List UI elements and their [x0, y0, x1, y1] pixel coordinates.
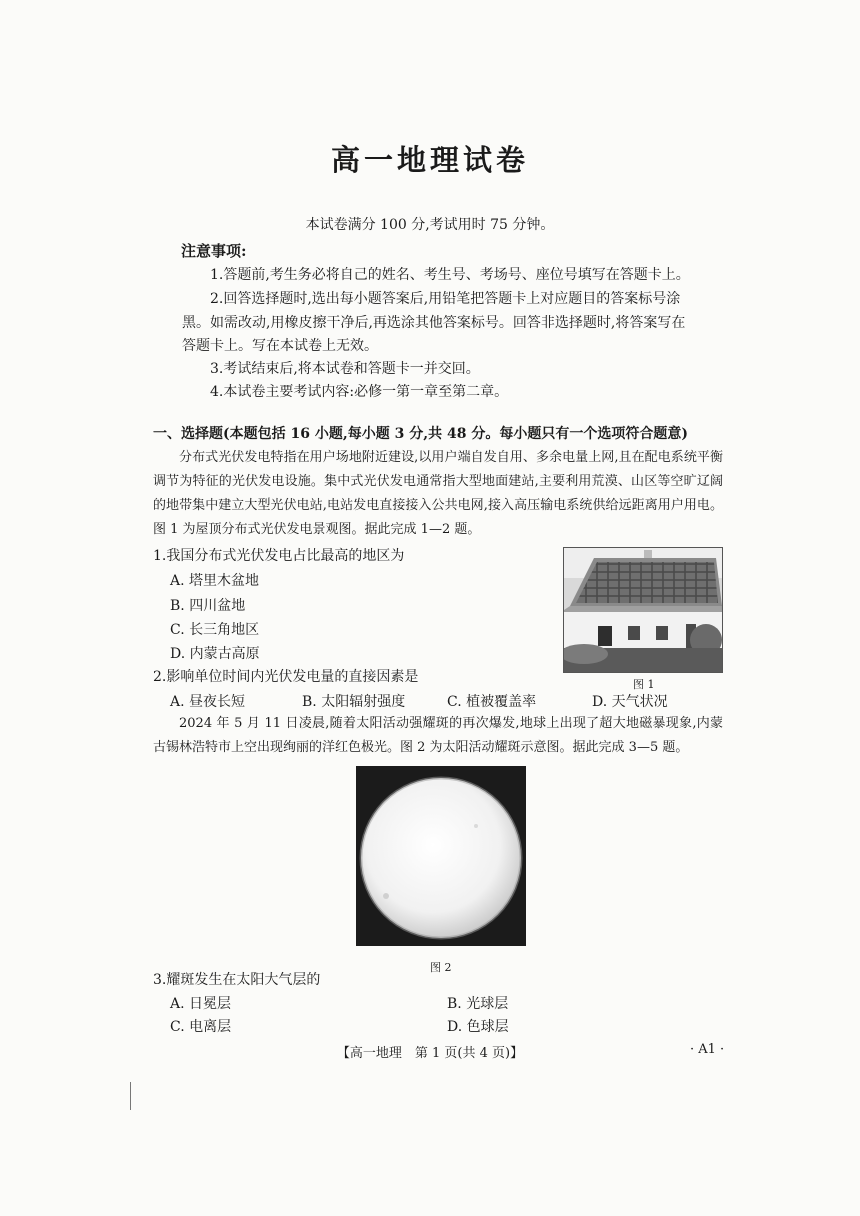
question-1-stem: 1.我国分布式光伏发电占比最高的地区为: [153, 548, 405, 564]
notice-item: 3.考试结束后,将本试卷和答题卡一并交回。: [210, 361, 480, 377]
page-title: 高一地理试卷: [330, 143, 529, 177]
notice-item: 2.回答选择题时,选出每小题答案后,用铅笔把答题卡上对应题目的答案标号涂: [210, 291, 681, 307]
figure-2-solar-flare-image: [356, 766, 526, 946]
question-3-option-b: B. 光球层: [447, 996, 509, 1012]
figure-1-caption: 图 1: [633, 678, 655, 691]
passage-2: [153, 712, 723, 760]
question-2-option-c: C. 植被覆盖率: [447, 694, 537, 710]
question-2-option-a: A. 昼夜长短: [170, 694, 246, 710]
question-1-option-c: C. 长三角地区: [170, 622, 260, 638]
notice-item: 4.本试卷主要考试内容:必修一第一章至第二章。: [210, 384, 509, 400]
question-3-option-c: C. 电离层: [170, 1019, 232, 1035]
notice-item: 黑。如需改动,用橡皮擦干净后,再选涂其他答案标号。回答非选择题时,将答案写在: [182, 315, 686, 331]
exam-info: 本试卷满分 100 分,考试用时 75 分钟。: [305, 217, 555, 233]
passage-1-text: 分布式光伏发电特指在用户场地附近建设,以用户端自发自用、多余电量上网,且在配电系统平衡调节为特征的光伏发电设施。集中式光伏发电通常指大型地面建站,主要利用荒漠、山区等空旷辽阔的地带集中建立大型光伏电站,电站发电直接接入公共电网,接入高压输电系统供给远距离用户用电。图 1 为屋顶分布式光伏发电景观图。据此完成 1—2 题。: [153, 450, 723, 537]
page-tag: · A1 ·: [690, 1042, 725, 1057]
passage-1: [153, 446, 723, 542]
question-1-option-b: B. 四川盆地: [170, 598, 246, 614]
question-3-stem: 3.耀斑发生在太阳大气层的: [153, 972, 321, 988]
question-1-option-d: D. 内蒙古高原: [170, 646, 260, 662]
question-1-option-a: A. 塔里木盆地: [170, 573, 260, 589]
question-2-option-d: D. 天气状况: [592, 694, 668, 710]
question-2-stem: 2.影响单位时间内光伏发电量的直接因素是: [153, 669, 419, 685]
passage-2-text: 2024 年 5 月 11 日凌晨,随着太阳活动强耀斑的再次爆发,地球上出现了超大地磁暴现象,内蒙古锡林浩特市上空出现绚丽的洋红色极光。图 2 为太阳活动耀斑示意图。据此完成 3—5 题。: [153, 716, 723, 755]
margin-line: [130, 1082, 131, 1110]
rooftop-solar-illustration: [564, 548, 722, 672]
page-footer: 【高一地理 第 1 页(共 4 页)】: [336, 1046, 524, 1061]
question-3-option-a: A. 日冕层: [170, 996, 232, 1012]
section-heading: 一、选择题(本题包括 16 小题,每小题 3 分,共 48 分。每小题只有一个选项符合题意): [153, 426, 688, 442]
notice-item: 1.答题前,考生务必将自己的姓名、考生号、考场号、座位号填写在答题卡上。: [210, 267, 690, 283]
figure-2-caption: 图 2: [430, 961, 452, 974]
figure-1-rooftop-solar-photo: [563, 547, 723, 673]
notice-item: 答题卡上。写在本试卷上无效。: [182, 338, 378, 354]
notice-heading: 注意事项:: [181, 242, 247, 260]
question-3-option-d: D. 色球层: [447, 1019, 509, 1035]
sun-disk-illustration: [356, 766, 526, 946]
question-2-option-b: B. 太阳辐射强度: [302, 694, 406, 710]
